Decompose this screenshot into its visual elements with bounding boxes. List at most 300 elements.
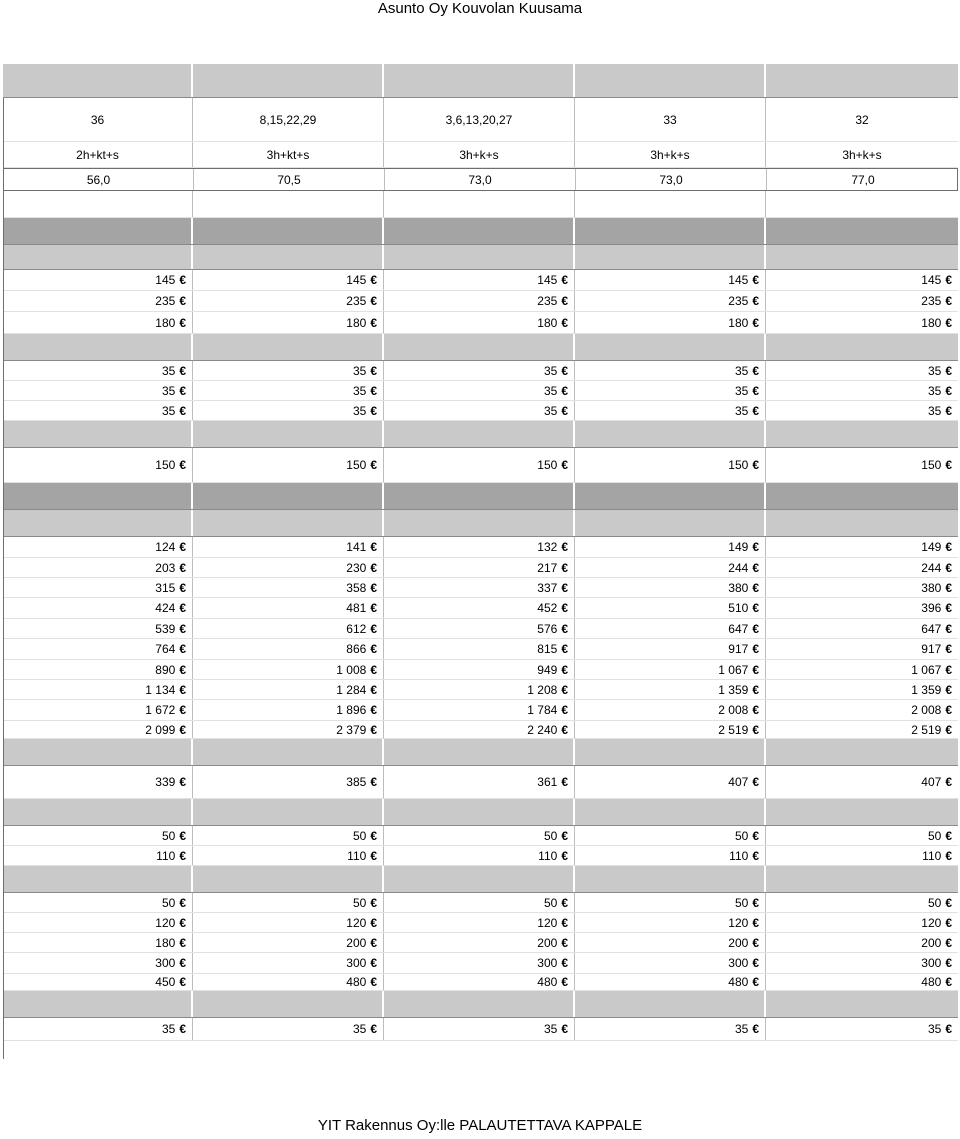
empty-cell (3, 218, 193, 244)
euro-symbol: € (370, 315, 377, 330)
table-cell (575, 660, 766, 679)
euro-symbol: € (752, 315, 759, 330)
euro-symbol: € (370, 828, 377, 843)
header-cell-value: 2h+kt+s (76, 147, 119, 162)
table-cell (766, 826, 958, 845)
table-cell (3, 933, 193, 952)
price-value: 300 (155, 956, 176, 970)
euro-symbol: € (561, 956, 568, 970)
table-cell (384, 448, 575, 482)
table-cell (384, 933, 575, 952)
price-value: 145 (537, 273, 558, 287)
table-cell (3, 826, 193, 845)
price-value: 200 (537, 935, 558, 950)
table-cell (575, 578, 766, 597)
price-value: 110 (922, 848, 942, 863)
header-cell-value: 33 (663, 112, 677, 127)
table-cell (193, 660, 384, 679)
euro-symbol: € (752, 273, 759, 287)
euro-symbol: € (179, 403, 186, 418)
table-cell (575, 974, 766, 990)
euro-symbol: € (945, 682, 952, 697)
empty-cell (575, 483, 766, 509)
header-cell-value: 70,5 (277, 172, 301, 187)
table-cell (193, 558, 384, 577)
price-row (3, 680, 958, 700)
empty-cell (766, 245, 958, 269)
euro-symbol: € (945, 722, 952, 737)
euro-symbol: € (752, 915, 759, 930)
euro-symbol: € (561, 642, 568, 656)
price-value: 120 (346, 915, 367, 930)
price-value: 110 (156, 848, 176, 863)
empty-cell (766, 991, 958, 1017)
euro-symbol: € (370, 383, 377, 398)
table-cell (385, 169, 576, 190)
table-cell (193, 578, 384, 597)
price-value: 145 (921, 273, 942, 287)
table-cell (384, 361, 575, 380)
price-value: 50 (543, 828, 558, 843)
price-value: 180 (155, 315, 176, 330)
empty-cell (384, 510, 575, 536)
table-cell (3, 660, 193, 679)
table-cell (193, 700, 384, 720)
empty-cell (766, 218, 958, 244)
price-row (3, 700, 958, 721)
price-value: 396 (921, 601, 942, 615)
table-cell (575, 766, 766, 798)
table-cell (3, 639, 193, 659)
euro-symbol: € (945, 703, 952, 717)
empty-cell (3, 483, 193, 509)
table-cell (3, 270, 193, 290)
price-value: 35 (161, 403, 176, 418)
empty-cell (766, 866, 958, 892)
empty-cell (193, 64, 384, 97)
price-value: 450 (155, 975, 176, 989)
table-cell (575, 933, 766, 952)
spacer-row (3, 191, 958, 218)
euro-symbol: € (561, 294, 568, 308)
euro-symbol: € (945, 956, 952, 970)
table-cell (3, 766, 193, 798)
price-value: 200 (346, 935, 367, 950)
price-value: 230 (346, 560, 367, 575)
table-cell (766, 660, 958, 679)
price-value: 300 (728, 956, 749, 970)
price-value: 764 (155, 642, 176, 656)
euro-symbol: € (179, 642, 186, 656)
table-cell (3, 680, 193, 699)
euro-symbol: € (179, 848, 186, 863)
empty-cell (575, 991, 766, 1017)
price-row (3, 974, 958, 991)
price-value: 539 (155, 621, 176, 636)
price-row (3, 846, 958, 866)
euro-symbol: € (945, 975, 952, 989)
price-value: 110 (347, 848, 367, 863)
price-value: 110 (538, 848, 558, 863)
euro-symbol: € (370, 363, 377, 378)
price-value: 481 (346, 601, 367, 615)
empty-cell (575, 334, 766, 360)
euro-symbol: € (370, 601, 377, 615)
euro-symbol: € (945, 540, 952, 554)
euro-symbol: € (945, 775, 952, 789)
price-value: 35 (734, 363, 749, 378)
table-cell (3, 558, 193, 577)
price-row (3, 361, 958, 381)
euro-symbol: € (752, 956, 759, 970)
euro-symbol: € (179, 601, 186, 615)
empty-cell (384, 739, 575, 765)
euro-symbol: € (561, 383, 568, 398)
price-value: 35 (734, 403, 749, 418)
table-cell (384, 1018, 575, 1040)
price-value: 217 (537, 560, 558, 575)
price-value: 480 (728, 975, 749, 989)
table-cell (193, 826, 384, 845)
price-value: 150 (346, 458, 367, 472)
table-cell (575, 680, 766, 699)
euro-symbol: € (945, 828, 952, 843)
table-cell (766, 381, 958, 400)
table-cell (384, 680, 575, 699)
empty-cell (193, 334, 384, 360)
price-value: 890 (155, 662, 176, 677)
table-cell (3, 846, 193, 865)
price-row (3, 401, 958, 421)
euro-symbol: € (561, 895, 568, 910)
euro-symbol: € (370, 1022, 377, 1036)
euro-symbol: € (945, 315, 952, 330)
euro-symbol: € (370, 975, 377, 989)
price-value: 35 (161, 383, 176, 398)
table-cell (3, 98, 193, 141)
price-value: 50 (734, 895, 749, 910)
empty-cell (575, 421, 766, 447)
table-cell (575, 1018, 766, 1040)
price-value: 361 (537, 775, 558, 789)
table-cell (193, 619, 384, 638)
table-cell (193, 270, 384, 290)
euro-symbol: € (370, 682, 377, 697)
empty-cell (3, 245, 193, 269)
table-cell (575, 826, 766, 845)
table-cell (384, 893, 575, 912)
table-cell (575, 142, 766, 167)
table-cell (766, 974, 958, 990)
price-value: 50 (927, 895, 942, 910)
empty-cell (766, 421, 958, 447)
price-value: 150 (728, 458, 749, 472)
euro-symbol: € (370, 895, 377, 910)
table-cell (193, 448, 384, 482)
euro-symbol: € (945, 848, 952, 863)
euro-symbol: € (945, 642, 952, 656)
table-cell (575, 846, 766, 865)
price-value: 1 208 (527, 682, 558, 697)
table-cell (3, 619, 193, 638)
empty-cell (3, 866, 193, 892)
empty-cell (766, 334, 958, 360)
euro-symbol: € (945, 294, 952, 308)
price-value: 35 (161, 363, 176, 378)
header-cell-value: 77,0 (851, 172, 875, 187)
price-value: 50 (543, 895, 558, 910)
empty-cell (575, 191, 766, 217)
table-cell (193, 598, 384, 618)
empty-cell (193, 510, 384, 536)
euro-symbol: € (752, 363, 759, 378)
header-cell-value: 3h+k+s (650, 147, 690, 162)
price-row (3, 598, 958, 619)
table-cell (575, 381, 766, 400)
price-value: 380 (921, 580, 942, 595)
price-value: 50 (734, 828, 749, 843)
price-value: 35 (161, 1022, 176, 1036)
euro-symbol: € (561, 560, 568, 575)
table-cell (766, 953, 958, 973)
price-value: 1 008 (336, 662, 367, 677)
price-value: 35 (543, 1022, 558, 1036)
euro-symbol: € (561, 915, 568, 930)
table-cell (766, 537, 958, 557)
table-cell (193, 312, 384, 333)
header-cell-value: 3h+k+s (459, 147, 499, 162)
euro-symbol: € (370, 273, 377, 287)
price-value: 2 519 (718, 722, 749, 737)
empty-cell (766, 510, 958, 536)
euro-symbol: € (179, 828, 186, 843)
euro-symbol: € (561, 458, 568, 472)
euro-symbol: € (945, 935, 952, 950)
empty-cell (384, 991, 575, 1017)
euro-symbol: € (561, 775, 568, 789)
table-cell (193, 537, 384, 557)
price-row (3, 913, 958, 933)
empty-cell (384, 866, 575, 892)
euro-symbol: € (945, 403, 952, 418)
price-value: 1 284 (336, 682, 367, 697)
price-value: 35 (927, 1022, 942, 1036)
price-row (3, 766, 958, 799)
price-value: 50 (161, 828, 176, 843)
euro-symbol: € (945, 895, 952, 910)
table-cell (3, 974, 193, 990)
header-cell-value: 32 (855, 112, 869, 127)
euro-symbol: € (561, 975, 568, 989)
price-value: 480 (537, 975, 558, 989)
table-cell (575, 448, 766, 482)
table-cell (3, 381, 193, 400)
table-cell (193, 361, 384, 380)
header-cell-value: 73,0 (659, 172, 683, 187)
table-cell (384, 578, 575, 597)
section-band (3, 799, 958, 826)
euro-symbol: € (752, 662, 759, 677)
price-row (3, 558, 958, 578)
table-cell (575, 598, 766, 618)
euro-symbol: € (561, 722, 568, 737)
header-cell-value: 73,0 (468, 172, 492, 187)
table-cell (766, 558, 958, 577)
euro-symbol: € (179, 775, 186, 789)
table-cell (4, 169, 194, 190)
price-value: 1 784 (527, 703, 558, 717)
price-row (3, 639, 958, 660)
price-row (3, 660, 958, 680)
price-value: 145 (728, 273, 749, 287)
price-value: 1 672 (145, 703, 176, 717)
price-value: 203 (155, 560, 176, 575)
table-cell (766, 312, 958, 333)
section-band (3, 421, 958, 448)
price-row (3, 578, 958, 598)
section-band (3, 64, 958, 98)
price-value: 180 (155, 935, 176, 950)
euro-symbol: € (179, 458, 186, 472)
price-value: 576 (537, 621, 558, 636)
empty-cell (766, 64, 958, 97)
empty-cell (384, 334, 575, 360)
euro-symbol: € (752, 682, 759, 697)
empty-cell (384, 421, 575, 447)
table-cell (766, 913, 958, 932)
euro-symbol: € (945, 601, 952, 615)
price-value: 200 (921, 935, 942, 950)
empty-cell (193, 991, 384, 1017)
price-value: 150 (155, 458, 176, 472)
section-band (3, 510, 958, 537)
table-cell (766, 401, 958, 420)
euro-symbol: € (179, 383, 186, 398)
euro-symbol: € (370, 956, 377, 970)
table-cell (193, 721, 384, 738)
table-cell (575, 639, 766, 659)
empty-cell (766, 739, 958, 765)
price-row (3, 933, 958, 953)
price-value: 50 (161, 895, 176, 910)
price-value: 235 (921, 294, 942, 308)
section-band (3, 866, 958, 893)
euro-symbol: € (752, 935, 759, 950)
table-cell (767, 169, 959, 190)
apartment-header-row (3, 98, 958, 142)
euro-symbol: € (179, 621, 186, 636)
euro-symbol: € (179, 580, 186, 595)
euro-symbol: € (561, 315, 568, 330)
empty-cell (3, 510, 193, 536)
empty-cell (575, 866, 766, 892)
table-left-border (3, 98, 4, 1059)
empty-cell (3, 991, 193, 1017)
euro-symbol: € (370, 915, 377, 930)
euro-symbol: € (179, 363, 186, 378)
price-row (3, 619, 958, 639)
table-cell (384, 598, 575, 618)
price-value: 145 (155, 273, 176, 287)
price-value: 120 (155, 915, 176, 930)
price-value: 612 (346, 621, 367, 636)
table-cell (384, 401, 575, 420)
price-value: 141 (346, 540, 367, 554)
euro-symbol: € (179, 540, 186, 554)
price-value: 180 (537, 315, 558, 330)
header-cell-value: 8,15,22,29 (259, 112, 317, 127)
price-value: 2 008 (718, 703, 749, 717)
euro-symbol: € (561, 580, 568, 595)
euro-symbol: € (370, 540, 377, 554)
table-cell (766, 639, 958, 659)
price-value: 1 359 (911, 682, 942, 697)
euro-symbol: € (561, 703, 568, 717)
price-value: 647 (728, 621, 749, 636)
price-value: 480 (346, 975, 367, 989)
table-cell (3, 537, 193, 557)
euro-symbol: € (370, 722, 377, 737)
price-row (3, 270, 958, 291)
empty-cell (3, 421, 193, 447)
price-value: 1 067 (911, 662, 942, 677)
table-cell (384, 98, 575, 141)
empty-cell (575, 510, 766, 536)
table-cell (766, 1018, 958, 1040)
euro-symbol: € (561, 1022, 568, 1036)
price-value: 120 (537, 915, 558, 930)
euro-symbol: € (945, 915, 952, 930)
table-cell (575, 98, 766, 141)
euro-symbol: € (370, 458, 377, 472)
euro-symbol: € (752, 1022, 759, 1036)
table-cell (3, 700, 193, 720)
euro-symbol: € (561, 601, 568, 615)
empty-cell (575, 245, 766, 269)
price-value: 300 (921, 956, 942, 970)
euro-symbol: € (561, 621, 568, 636)
euro-symbol: € (179, 895, 186, 910)
price-row (3, 953, 958, 974)
empty-cell (3, 739, 193, 765)
euro-symbol: € (752, 601, 759, 615)
page-footer: YIT Rakennus Oy:lle PALAUTETTAVA KAPPALE (317, 1117, 643, 1134)
price-value: 120 (728, 915, 749, 930)
price-value: 339 (155, 775, 176, 789)
price-value: 35 (543, 403, 558, 418)
table-cell (193, 974, 384, 990)
table-cell (766, 578, 958, 597)
empty-cell (193, 421, 384, 447)
price-row (3, 312, 958, 334)
table-cell (766, 142, 958, 167)
table-cell (3, 913, 193, 932)
euro-symbol: € (945, 363, 952, 378)
empty-cell (193, 799, 384, 825)
price-value: 337 (537, 580, 558, 595)
price-value: 35 (543, 363, 558, 378)
table-cell (575, 721, 766, 738)
euro-symbol: € (945, 1022, 952, 1036)
price-row (3, 1018, 958, 1041)
euro-symbol: € (179, 682, 186, 697)
section-band (3, 739, 958, 766)
table-cell (575, 558, 766, 577)
table-cell (193, 1018, 384, 1040)
price-value: 452 (537, 601, 558, 615)
euro-symbol: € (179, 294, 186, 308)
table-cell (575, 312, 766, 333)
